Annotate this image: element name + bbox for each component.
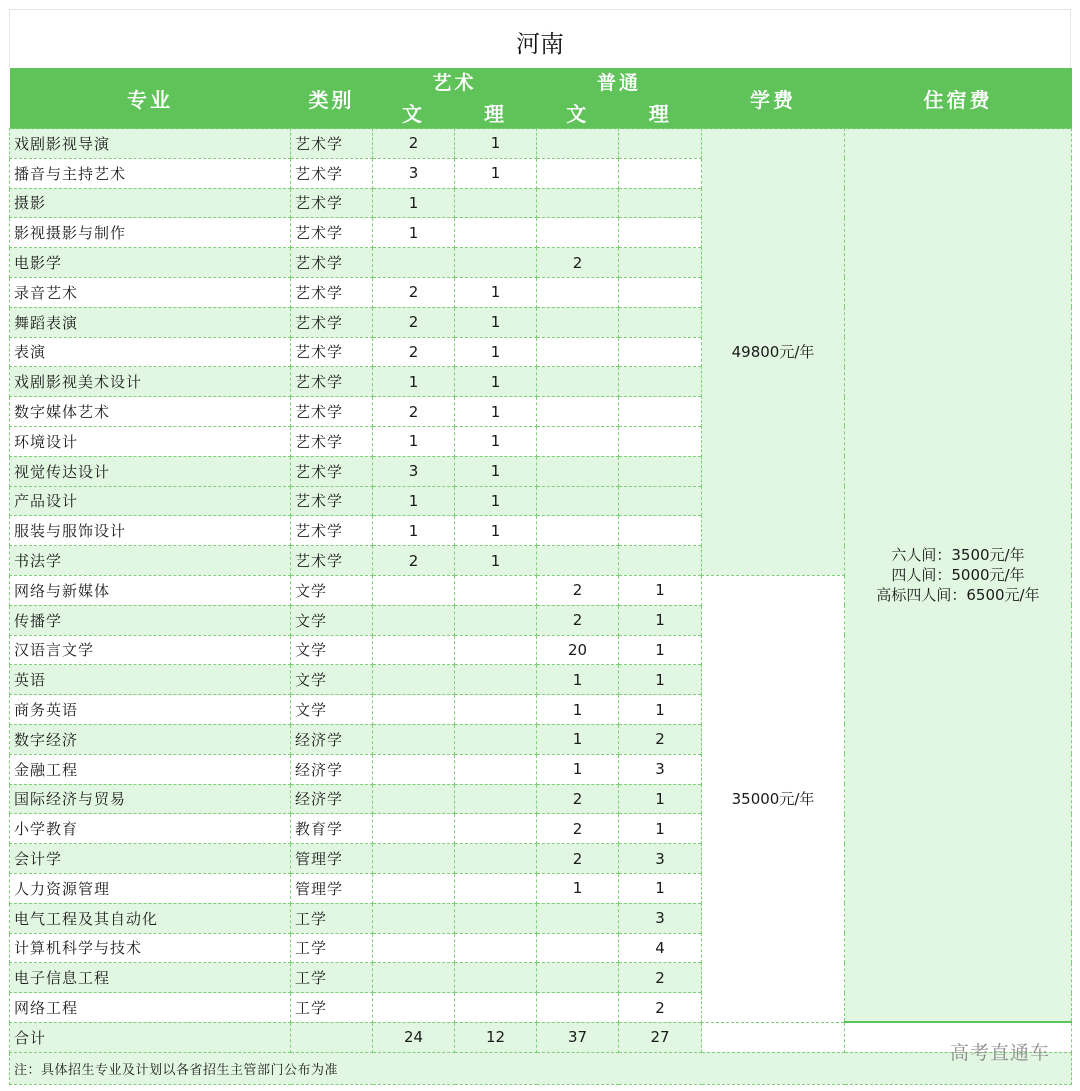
header-general-label: 普通: [596, 72, 641, 94]
header-dorm: 住宿费: [845, 68, 1072, 129]
cell-art-li: [455, 784, 537, 814]
cell-art-wen: 2: [373, 397, 455, 427]
cell-major: 金融工程: [10, 754, 291, 784]
cell-major: 影视摄影与制作: [10, 218, 291, 248]
cell-major: 商务英语: [10, 695, 291, 725]
cell-major: 电子信息工程: [10, 963, 291, 993]
total-label: 合计: [10, 1022, 291, 1052]
cell-major: 会计学: [10, 844, 291, 874]
total-tuition-blank: [702, 1022, 845, 1052]
header-category: 类别: [291, 68, 373, 129]
cell-art-li: [455, 218, 537, 248]
header-major: 专业: [10, 68, 291, 129]
cell-art-wen: [373, 844, 455, 874]
cell-art-wen: 2: [373, 129, 455, 159]
cell-art-wen: 1: [373, 426, 455, 456]
cell-general-wen: 2: [537, 784, 619, 814]
cell-general-li: 4: [619, 933, 702, 963]
header-art-label: 艺术: [432, 72, 477, 94]
cell-general-wen: 1: [537, 873, 619, 903]
total-row: [10, 1022, 1072, 1052]
cell-major: 数字媒体艺术: [10, 397, 291, 427]
cell-category: 管理学: [291, 873, 373, 903]
cell-general-wen: [537, 933, 619, 963]
cell-general-wen: [537, 277, 619, 307]
cell-category: 艺术学: [291, 277, 373, 307]
cell-category: 艺术学: [291, 129, 373, 159]
cell-general-wen: 2: [537, 248, 619, 278]
header-general-group: [537, 68, 702, 129]
cell-general-li: 1: [619, 665, 702, 695]
admission-plan-sheet: [9, 9, 1071, 1085]
cell-major: 视觉传达设计: [10, 456, 291, 486]
cell-art-li: [455, 844, 537, 874]
cell-category: 艺术学: [291, 307, 373, 337]
total-category-blank: [291, 1022, 373, 1052]
cell-major: 产品设计: [10, 486, 291, 516]
cell-art-li: [455, 724, 537, 754]
cell-general-wen: 2: [537, 575, 619, 605]
cell-general-wen: [537, 129, 619, 159]
cell-major: 戏剧影视导演: [10, 129, 291, 159]
cell-general-li: 1: [619, 814, 702, 844]
cell-general-wen: [537, 367, 619, 397]
cell-general-li: [619, 426, 702, 456]
cell-art-li: [455, 188, 537, 218]
cell-art-wen: [373, 903, 455, 933]
cell-category: 文学: [291, 635, 373, 665]
cell-general-wen: [537, 993, 619, 1023]
cell-major: 国际经济与贸易: [10, 784, 291, 814]
cell-art-li: 1: [455, 456, 537, 486]
cell-art-li: 1: [455, 546, 537, 576]
cell-general-li: [619, 546, 702, 576]
cell-general-wen: 20: [537, 635, 619, 665]
cell-general-li: 3: [619, 903, 702, 933]
cell-general-wen: [537, 546, 619, 576]
header-art-group: [373, 68, 537, 129]
cell-general-li: 3: [619, 844, 702, 874]
footnote: 注：具体招生专业及计划以各省招生主管部门公布为准: [10, 1052, 1072, 1084]
cell-art-wen: 2: [373, 546, 455, 576]
cell-major: 服装与服饰设计: [10, 516, 291, 546]
total-general-li: 27: [619, 1022, 702, 1052]
cell-general-li: [619, 158, 702, 188]
cell-general-li: [619, 218, 702, 248]
cell-category: 艺术学: [291, 337, 373, 367]
cell-art-li: [455, 635, 537, 665]
cell-general-wen: [537, 158, 619, 188]
dorm-fees: [845, 129, 1072, 1023]
cell-general-wen: [537, 426, 619, 456]
total-art-li: 12: [455, 1022, 537, 1052]
cell-art-li: 1: [455, 307, 537, 337]
cell-general-li: [619, 188, 702, 218]
cell-art-li: 1: [455, 277, 537, 307]
cell-art-wen: [373, 784, 455, 814]
cell-general-wen: [537, 903, 619, 933]
cell-category: 教育学: [291, 814, 373, 844]
cell-general-wen: [537, 516, 619, 546]
cell-category: 经济学: [291, 784, 373, 814]
cell-category: 管理学: [291, 844, 373, 874]
cell-art-li: 1: [455, 397, 537, 427]
cell-general-wen: 1: [537, 665, 619, 695]
cell-art-wen: [373, 635, 455, 665]
cell-category: 艺术学: [291, 367, 373, 397]
cell-major: 录音艺术: [10, 277, 291, 307]
cell-major: 小学教育: [10, 814, 291, 844]
cell-category: 文学: [291, 665, 373, 695]
cell-art-wen: 3: [373, 456, 455, 486]
cell-art-li: [455, 605, 537, 635]
cell-major: 摄影: [10, 188, 291, 218]
cell-general-li: 1: [619, 605, 702, 635]
table-row: [10, 129, 1072, 159]
cell-general-li: [619, 277, 702, 307]
table-header-row: [10, 68, 1072, 129]
cell-art-wen: [373, 993, 455, 1023]
tuition-art: 49800元/年: [702, 129, 845, 576]
cell-art-li: [455, 903, 537, 933]
cell-general-li: 2: [619, 963, 702, 993]
cell-art-wen: [373, 873, 455, 903]
header-art-wen: 文: [402, 101, 425, 126]
cell-art-wen: 1: [373, 367, 455, 397]
cell-art-li: [455, 695, 537, 725]
cell-category: 艺术学: [291, 426, 373, 456]
cell-general-li: [619, 486, 702, 516]
cell-general-li: [619, 367, 702, 397]
header-general-wen: 文: [566, 101, 590, 126]
dorm-line-six: 六人间：3500元/年: [891, 546, 1025, 565]
dorm-line-premium-four: 高标四人间：6500元/年: [876, 586, 1040, 605]
cell-art-wen: [373, 665, 455, 695]
cell-art-wen: [373, 933, 455, 963]
cell-general-wen: 2: [537, 814, 619, 844]
watermark: 高考直通车: [949, 1042, 1050, 1064]
cell-category: 经济学: [291, 754, 373, 784]
cell-general-wen: [537, 397, 619, 427]
cell-general-li: [619, 397, 702, 427]
cell-category: 文学: [291, 605, 373, 635]
cell-art-wen: 2: [373, 337, 455, 367]
cell-art-li: [455, 575, 537, 605]
cell-major: 英语: [10, 665, 291, 695]
cell-art-li: 1: [455, 337, 537, 367]
total-general-wen: 37: [537, 1022, 619, 1052]
cell-art-li: [455, 993, 537, 1023]
cell-category: 艺术学: [291, 546, 373, 576]
cell-category: 工学: [291, 963, 373, 993]
cell-major: 数字经济: [10, 724, 291, 754]
cell-major: 电气工程及其自动化: [10, 903, 291, 933]
cell-art-li: [455, 665, 537, 695]
cell-art-wen: 3: [373, 158, 455, 188]
sheet-title: 河南: [9, 9, 1071, 68]
header-art-li: 理: [484, 101, 507, 126]
cell-art-wen: [373, 814, 455, 844]
cell-general-wen: [537, 486, 619, 516]
cell-category: 艺术学: [291, 486, 373, 516]
cell-general-wen: [537, 337, 619, 367]
cell-art-wen: 1: [373, 218, 455, 248]
cell-art-wen: [373, 963, 455, 993]
cell-general-wen: [537, 218, 619, 248]
cell-major: 电影学: [10, 248, 291, 278]
cell-general-li: [619, 307, 702, 337]
cell-general-wen: [537, 456, 619, 486]
cell-category: 工学: [291, 993, 373, 1023]
cell-art-li: 1: [455, 516, 537, 546]
cell-art-wen: 1: [373, 188, 455, 218]
cell-art-li: 1: [455, 486, 537, 516]
cell-art-wen: [373, 575, 455, 605]
cell-art-li: 1: [455, 129, 537, 159]
cell-general-li: 2: [619, 724, 702, 754]
cell-art-li: 1: [455, 158, 537, 188]
cell-art-wen: [373, 754, 455, 784]
cell-major: 人力资源管理: [10, 873, 291, 903]
cell-category: 艺术学: [291, 397, 373, 427]
cell-art-li: [455, 963, 537, 993]
cell-major: 书法学: [10, 546, 291, 576]
cell-art-li: [455, 933, 537, 963]
cell-art-li: [455, 754, 537, 784]
cell-category: 艺术学: [291, 218, 373, 248]
cell-major: 播音与主持艺术: [10, 158, 291, 188]
cell-category: 艺术学: [291, 248, 373, 278]
cell-art-li: [455, 814, 537, 844]
cell-general-wen: 2: [537, 844, 619, 874]
cell-general-wen: 2: [537, 605, 619, 635]
cell-general-li: [619, 516, 702, 546]
cell-general-li: [619, 129, 702, 159]
cell-category: 艺术学: [291, 516, 373, 546]
cell-art-wen: [373, 695, 455, 725]
tuition-general: 35000元/年: [702, 575, 845, 1022]
cell-art-wen: 1: [373, 486, 455, 516]
cell-category: 工学: [291, 933, 373, 963]
cell-general-li: 1: [619, 695, 702, 725]
cell-general-li: 1: [619, 873, 702, 903]
cell-general-wen: 1: [537, 754, 619, 784]
cell-art-li: 1: [455, 426, 537, 456]
header-tuition: 学费: [702, 68, 845, 129]
admission-table: [9, 68, 1072, 1085]
cell-category: 艺术学: [291, 456, 373, 486]
cell-major: 环境设计: [10, 426, 291, 456]
cell-general-li: [619, 248, 702, 278]
cell-major: 表演: [10, 337, 291, 367]
total-art-wen: 24: [373, 1022, 455, 1052]
cell-art-wen: [373, 605, 455, 635]
cell-art-li: [455, 873, 537, 903]
cell-general-wen: [537, 963, 619, 993]
cell-general-li: 1: [619, 635, 702, 665]
cell-art-li: [455, 248, 537, 278]
cell-art-li: 1: [455, 367, 537, 397]
cell-general-li: [619, 337, 702, 367]
cell-major: 计算机科学与技术: [10, 933, 291, 963]
cell-art-wen: [373, 248, 455, 278]
cell-major: 戏剧影视美术设计: [10, 367, 291, 397]
cell-general-li: 3: [619, 754, 702, 784]
cell-art-wen: 2: [373, 307, 455, 337]
cell-art-wen: 1: [373, 516, 455, 546]
cell-major: 汉语言文学: [10, 635, 291, 665]
cell-general-li: 2: [619, 993, 702, 1023]
cell-general-wen: [537, 307, 619, 337]
cell-general-wen: 1: [537, 724, 619, 754]
cell-category: 文学: [291, 575, 373, 605]
cell-major: 网络与新媒体: [10, 575, 291, 605]
dorm-line-four: 四人间：5000元/年: [891, 566, 1025, 585]
cell-major: 网络工程: [10, 993, 291, 1023]
cell-category: 经济学: [291, 724, 373, 754]
cell-category: 艺术学: [291, 158, 373, 188]
cell-general-wen: 1: [537, 695, 619, 725]
cell-major: 舞蹈表演: [10, 307, 291, 337]
cell-general-wen: [537, 188, 619, 218]
cell-category: 艺术学: [291, 188, 373, 218]
cell-general-li: 1: [619, 575, 702, 605]
cell-general-li: 1: [619, 784, 702, 814]
header-general-li: 理: [648, 101, 672, 126]
cell-major: 传播学: [10, 605, 291, 635]
note-row: [10, 1052, 1072, 1084]
cell-category: 工学: [291, 903, 373, 933]
cell-category: 文学: [291, 695, 373, 725]
cell-general-li: [619, 456, 702, 486]
cell-art-wen: [373, 724, 455, 754]
cell-art-wen: 2: [373, 277, 455, 307]
